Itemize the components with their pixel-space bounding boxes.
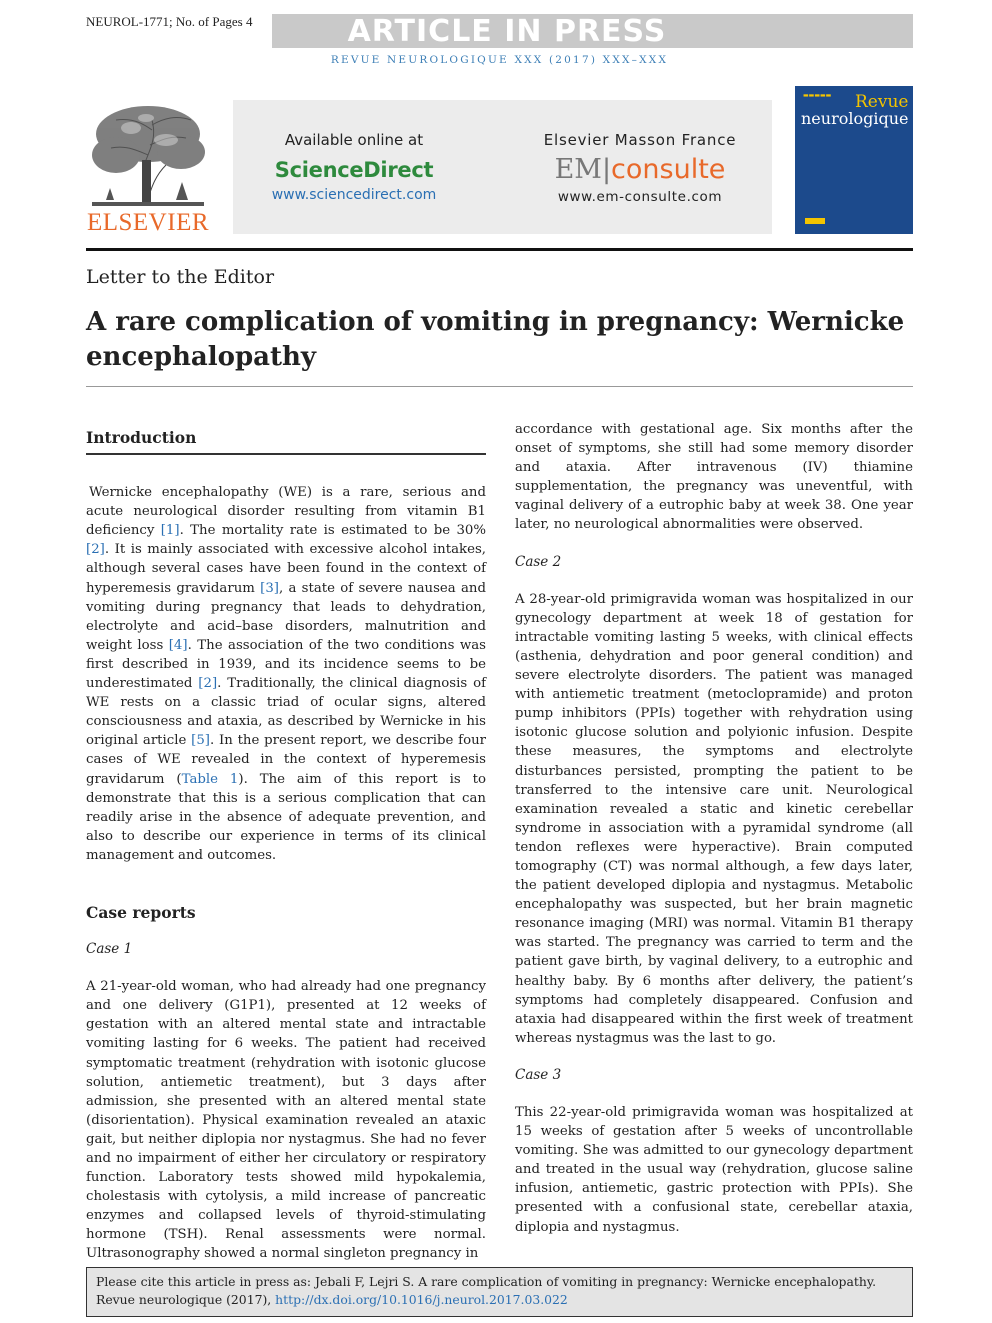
em-consulte-logo[interactable]: EM|consulte [554, 154, 726, 185]
left-column [86, 420, 486, 1264]
available-online-label: Available online at [284, 131, 424, 149]
article-section-type: Letter to the Editor [86, 266, 275, 288]
introduction-paragraph: Wernicke encephalopathy (WE) is a rare, serious and acute neurological disorder resulting from vitamin B1 deficiency [1]. The mortality rate is estimated to be 30% [2]. It is mainly associated with excessive alcohol intakes, although several cases have been found in the context of hyperemesis gravidarum [3], a state of severe nausea and vomiting during pregnancy that leads to dehydration, electrolyte and acid–base disorders, malnutrition and weight loss [4]. The association of the two conditions was first described in 1939, and its incidence seems to be underestimated [2]. Traditionally, the clinical diagnosis of WE rests on a classic triad of ocular signs, altered consciousness and ataxia, as described by Wernicke in his original article [5]. In the present report, we describe four cases of WE revealed in the context of hyperemesis gravidarum (Table 1). The aim of this report is to demonstrate that this is a serious complication that can readily arise in the absence of adequate prevention, and also to describe our experience in terms of its clinical management and outcomes. [86, 485, 487, 863]
table-link[interactable]: Table 1 [181, 771, 239, 787]
citation-text: Please cite this article in press as: Jebali F, Lejri S. A rare complication of vomiting in pregnancy: Wernicke encephalopathy. Revue neurologique (2017), http://dx.doi.org/10.1016/j.neurol.2017.03.022 [96, 1274, 877, 1307]
cover-title-revue: Revue [855, 92, 909, 112]
introduction-heading: Introduction [86, 428, 197, 447]
article-in-press-label: ARTICLE IN PRESS [347, 14, 667, 49]
cover-small-print: ▬▬▬▬▬ [803, 92, 832, 99]
doi-link[interactable]: http://dx.doi.org/10.1016/j.neurol.2017.03.022 [275, 1292, 568, 1307]
citation-link[interactable]: [5] [191, 733, 210, 749]
em-consulte-link[interactable]: www.em-consulte.com [557, 189, 723, 205]
case-2-paragraph: A 28-year-old primigravida woman was hospitalized in our gynecology department at week 18 of gestation for intractable vomiting lasting 5 weeks, with clinical effects (asthenia, dehydration and poor general condition) and severe electrolyte disorders. The patient was managed with antiemetic treatment (metoclopramide) and proton pump inhibitors (PPIs) together with rehydration using isotonic glucose solution and polyionic infusion. Despite these measures, the symptoms and electrolyte disturbances persisted, prompting the patient to be transferred to the intensive care unit. Neurological examination revealed a static and kinetic cerebellar syndrome in association with a pyramidal syndrome (all tendon reflexes were hyperactive). Brain computed tomography (CT) was normal although, a few days later, the patient developed diplopia and nystagmus. Metabolic encephalopathy was suspected, but her brain magnetic resonance imaging (MRI) was normal. Vitamin B1 therapy was started. The pregnancy was carried to term and the patient gave birth, by vaginal delivery, to a eutrophic and healthy baby. By 6 months after delivery, the patient’s symptoms had completely disappeared. Confusion and ataxia had disappeared within the first week of treatment whereas nystagmus was the last to go. [515, 591, 913, 1046]
case-1-heading: Case 1 [86, 941, 133, 958]
case-2-heading: Case 2 [515, 553, 562, 570]
cover-footer-mark [805, 218, 825, 224]
journal-cover-thumbnail[interactable] [795, 86, 913, 234]
em-logo-consulte: consulte [611, 154, 726, 185]
sciencedirect-logo[interactable]: ScienceDirect [274, 158, 434, 182]
citation-link[interactable]: [4] [168, 637, 188, 653]
citation-link[interactable]: [2] [86, 542, 105, 558]
elsevier-wordmark: ELSEVIER [86, 209, 210, 236]
em-logo-em: EM [554, 154, 602, 185]
case-3-paragraph: This 22-year-old primigravida woman was hospitalized at 15 weeks of gestation after 5 weeks of uncontrollable vomiting. She was admitted to our gynecology department and treated in the usual way (rehydration, glucose saline infusion, antiemetic, gastric protection with PPIs). She presented with a confusional state, cerebellar ataxia, diplopia and nystagmus. [515, 1105, 913, 1235]
case-reports-heading: Case reports [86, 902, 196, 922]
right-column [515, 420, 913, 1237]
title-divider [86, 386, 913, 387]
header-divider [86, 248, 913, 251]
elsevier-masson-label: Elsevier Masson France [543, 131, 737, 149]
case-1-paragraph: A 21-year-old woman, who had already had one pregnancy and one delivery (G1P1), presented at 12 weeks of gestation with an altered mental state and intractable vomiting lasting for 6 weeks. The patient had received symptomatic treatment (rehydration with isotonic glucose solution, antiemetic treatment), but 3 days after admission, she presented with an altered mental state (disorientation). Physical examination revealed an ataxic gait, but neither diplopia nor nystagmus. She had no fever and no impairment of either her circulatory or respiratory function. Laboratory tests showed mild hypokalemia, cholestasis with cytolysis, a mild increase of pancreatic enzymes and collapsed levels of thyroid-stimulating hormone (TSH). Renal assessments were normal. Ultrasonography showed a normal singleton pregnancy in [86, 979, 486, 1262]
citation-link[interactable]: [2] [198, 676, 218, 692]
manuscript-reference: NEUROL-1771; No. of Pages 4 [86, 14, 253, 29]
sciencedirect-link[interactable]: www.sciencedirect.com [271, 187, 437, 203]
case-1-continued-paragraph: accordance with gestational age. Six months after the onset of symptoms, she still had some memory disorder and ataxia. After intravenous (IV) thiamine supplementation, the pregnancy was uneventful, with vaginal delivery of a eutrophic baby at week 38. One year later, no neurological abnormalities were observed. [515, 422, 913, 533]
introduction-rule [86, 453, 486, 455]
citation-link[interactable]: [1] [160, 523, 180, 539]
journal-running-head: REVUE NEUROLOGIQUE XXX (2017) XXX–XXX [330, 54, 669, 66]
case-3-heading: Case 3 [515, 1066, 562, 1083]
citation-link[interactable]: [3] [260, 580, 279, 596]
cover-title-neurologique: neurologique [801, 109, 909, 128]
article-title: A rare complication of vomiting in pregnancy: Wernicke encephalopathy [86, 307, 905, 372]
